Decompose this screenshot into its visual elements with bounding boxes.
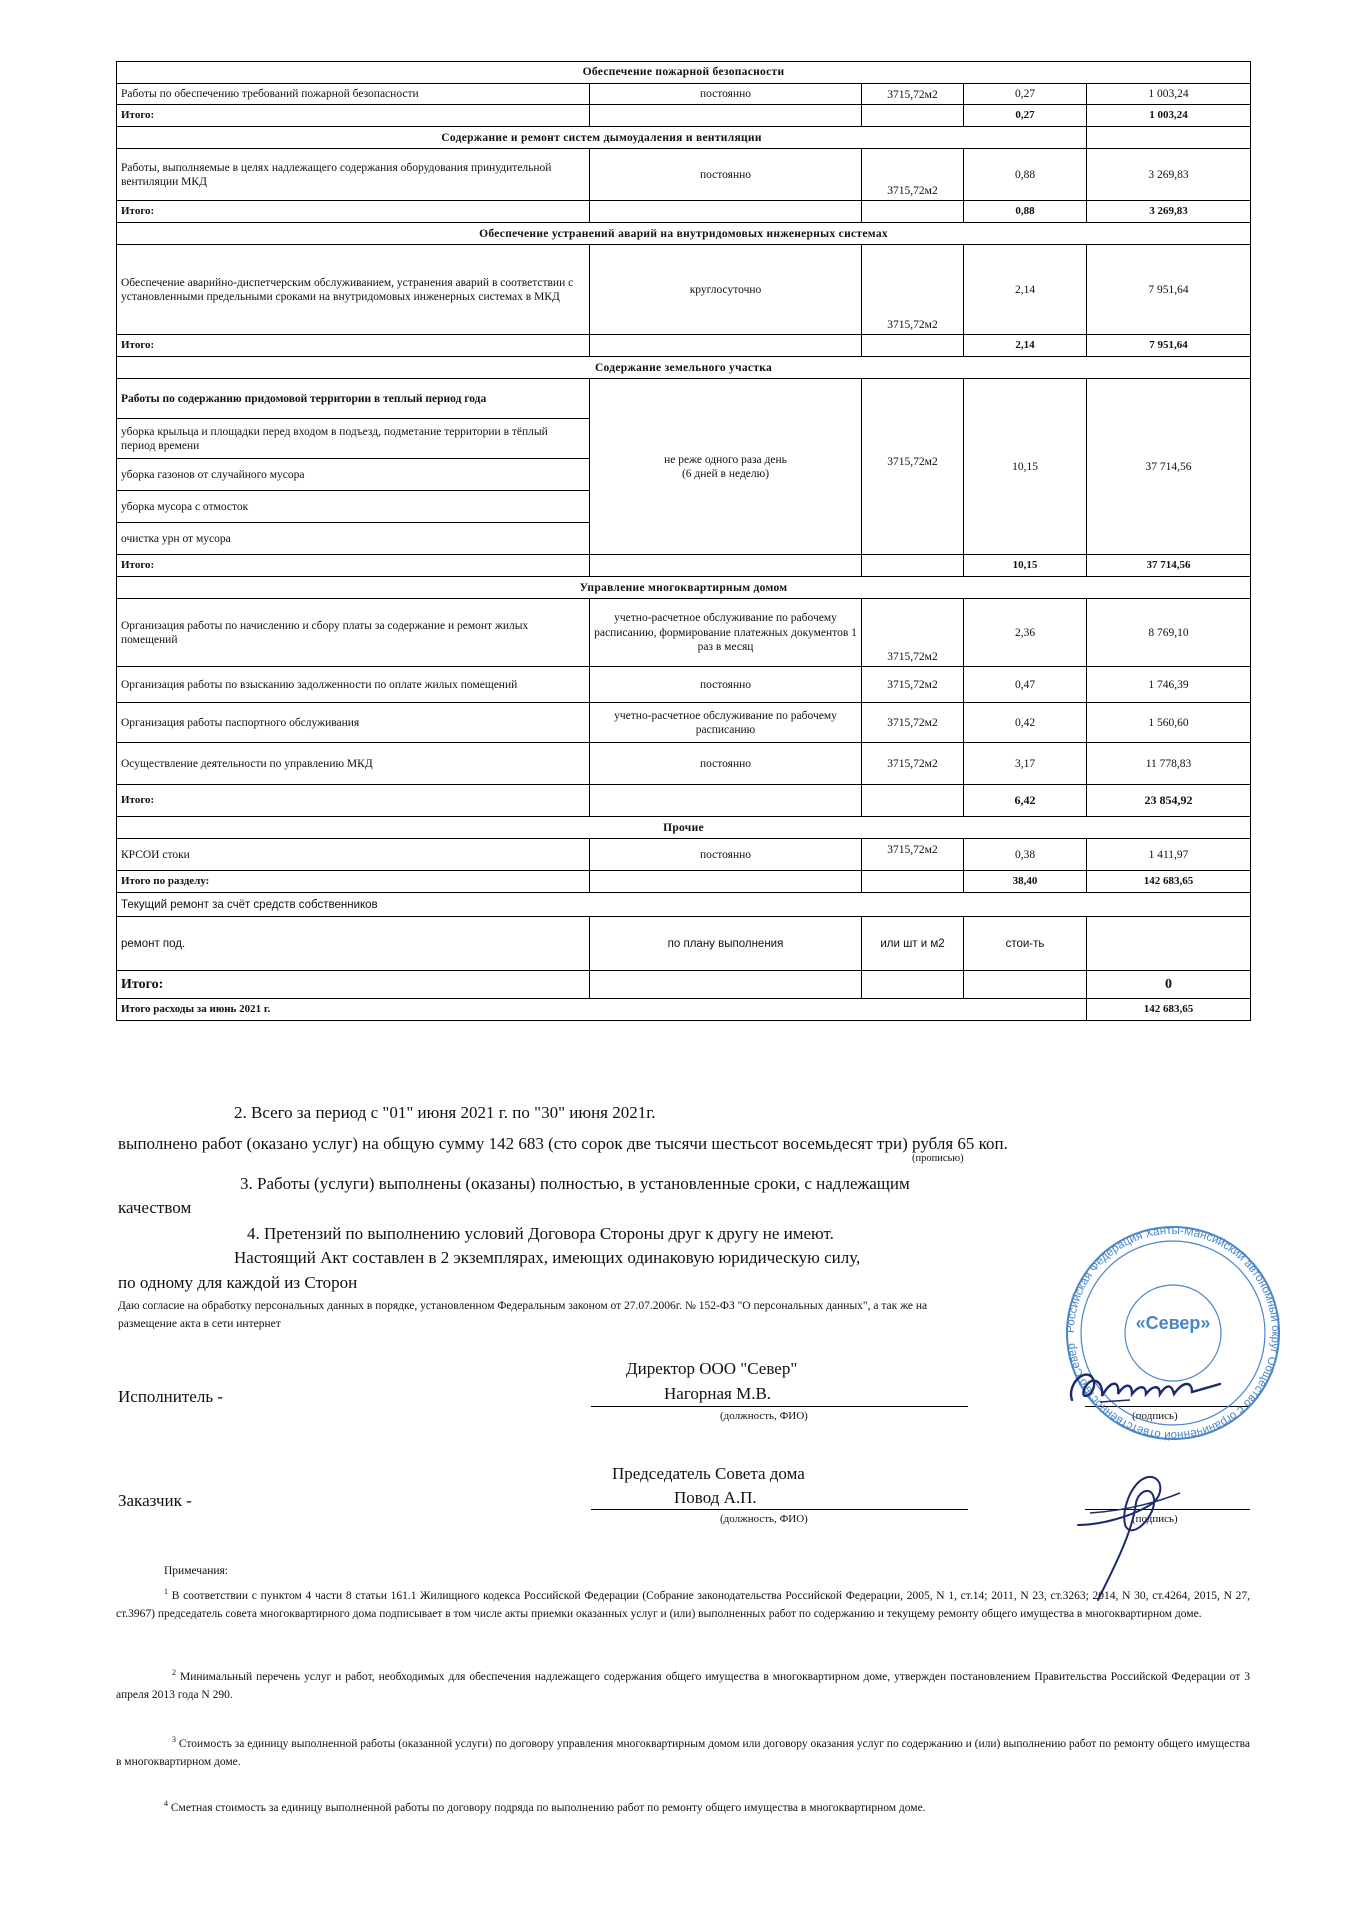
customer-name: Повод А.П. bbox=[674, 1488, 757, 1507]
executor-sign-caption: (подпись) bbox=[1132, 1410, 1178, 1422]
customer-fio-line bbox=[591, 1509, 968, 1510]
notes-heading: Примечания: bbox=[164, 1565, 228, 1577]
list-item: уборка крыльца и площадки перед входом в подъезд, подметание территории в тёплый период времени bbox=[117, 419, 1251, 459]
paragraph-5-end: по одному для каждой из Сторон bbox=[118, 1273, 358, 1292]
paragraph-5: Настоящий Акт составлен в 2 экземплярах, имеющих одинаковую юридическую силу, bbox=[234, 1248, 861, 1267]
section-title-land: Содержание земельного участка bbox=[117, 357, 1251, 379]
total-row: Итого: 0 bbox=[117, 971, 1251, 999]
section-title-repair: Текущий ремонт за счёт средств собственников bbox=[117, 893, 1251, 917]
table-row: Обеспечение аварийно-диспетчерским обслуживанием, устранения аварий в соответствии с установленными предельными сроками на внутридомовых инженерных системах в МКД круглосуточно 3715,72м2 2,14 7 951,64 bbox=[117, 245, 1251, 335]
table-row: Работы, выполняемые в целях надлежащего содержания оборудования принудительной вентиляции МКД постоянно 3715,72м2 0,88 3 269,83 bbox=[117, 149, 1251, 201]
section-title-other: Прочие bbox=[117, 817, 1251, 839]
note-2: $^2$ Минимальный перечень услуг и работ, необходимых для обеспечения надлежащего содержания общего имущества в многоквартирном доме, утвержден постановлением Правительства Российской Федерации от 3 апреля 2013 года N 290. bbox=[116, 1668, 1251, 1702]
table-row: Организация работы по начислению и сбору платы за содержание и ремонт жилых помещений учетно-расчетное обслуживание по рабочему расписанию, формирование платежных документов 1 раз в месяц 3715,72м2 2,36 8 769,10 bbox=[117, 599, 1251, 667]
paragraph-2-sum: выполнено работ (оказано услуг) на общую сумму 142 683 (сто сорок две тысячи шестьсот восемьдесят три) рубля 65 коп. bbox=[118, 1134, 1008, 1153]
customer-signature bbox=[1070, 1455, 1190, 1605]
section-title-vent: Содержание и ремонт систем дымоудаления и вентиляции bbox=[117, 127, 1087, 149]
total-row: Итого: 6,42 23 854,92 bbox=[117, 785, 1251, 817]
executor-signature bbox=[1060, 1352, 1260, 1422]
total-row: Итого: 10,15 37 714,56 bbox=[117, 555, 1251, 577]
paragraph-2: 2. Всего за период с "01" июня 2021 г. по "30" июня 2021г. bbox=[234, 1103, 656, 1122]
table-row: Работы по обеспечению требований пожарной безопасности постоянно 3715,72м2 0,27 1 003,24 bbox=[117, 84, 1251, 105]
total-row: Итого: 2,14 7 951,64 bbox=[117, 335, 1251, 357]
table-row: ремонт под. по плану выполнения или шт и м2 стои-ть bbox=[117, 917, 1251, 971]
section-title-fire: Обеспечение пожарной безопасности bbox=[117, 62, 1251, 84]
executor-name: Нагорная М.В. bbox=[664, 1384, 772, 1403]
total-row: Итого по разделу: 38,40 142 683,65 bbox=[117, 871, 1251, 893]
paragraph-3: 3. Работы (услуги) выполнены (оказаны) полностью, в установленные сроки, с надлежащим bbox=[240, 1174, 910, 1193]
table-row: Организация работы паспортного обслуживания учетно-расчетное обслуживание по рабочему расписанию 3715,72м2 0,42 1 560,60 bbox=[117, 703, 1251, 743]
svg-text:Российская Федерация Ханты-Ман: Российская Федерация Ханты-Мансийский автономный округ Общество с ограниченной ответственностью Север bbox=[1064, 1224, 1282, 1442]
paragraph-4: 4. Претензий по выполнению условий Договора Стороны друг к другу не имеют. bbox=[247, 1224, 834, 1243]
customer-sign-caption: (подпись) bbox=[1132, 1513, 1178, 1525]
customer-position: Председатель Совета дома bbox=[612, 1464, 805, 1483]
total-row: Итого: 0,27 1 003,24 bbox=[117, 105, 1251, 127]
table-row: Осуществление деятельности по управлению МКД постоянно 3715,72м2 3,17 11 778,83 bbox=[117, 743, 1251, 785]
grand-total-row: Итого расходы за июнь 2021 г. 142 683,65 bbox=[117, 999, 1251, 1021]
executor-label: Исполнитель - bbox=[118, 1387, 223, 1406]
propisyu-caption: (прописью) bbox=[912, 1153, 964, 1164]
list-item: уборка газонов от случайного мусора bbox=[117, 459, 1251, 491]
consent-line-2: размещение акта в сети интернет bbox=[118, 1318, 281, 1330]
section-title-emergency: Обеспечение устранений аварий на внутридомовых инженерных системах bbox=[117, 223, 1251, 245]
consent-line-1: Даю согласие на обработку персональных данных в порядке, установленном Федеральным законом от 27.07.2006г. № 152-ФЗ "О персональных данных", а так же на bbox=[118, 1300, 928, 1312]
services-table bbox=[116, 61, 1251, 1021]
executor-fio-line bbox=[591, 1406, 968, 1407]
executor-position: Директор ООО "Север" bbox=[626, 1359, 798, 1378]
note-4: $^4$ Сметная стоимость за единицу выполненной работы по договору подряда по выполнению работ по ремонту общего имущества в многоквартирном доме. bbox=[164, 1799, 926, 1814]
table-row: Работы по содержанию придомовой территории в теплый период года не реже одного раза день (6 дней в неделю) 3715,72м2 10,15 37 714,56 bbox=[117, 379, 1251, 419]
table-row: КРСОИ стоки постоянно 3715,72м2 0,38 1 411,97 bbox=[117, 839, 1251, 871]
note-1: $^1$ В соответствии с пунктом 4 части 8 статьи 161.1 Жилищного кодекса Российской Федерации (Собрание законодательства Российской Федерации, 2005, N 1, ст.14; 2011, N 23, ст.3263; 2014, N 30, ст.4264, 2015, N 27, ст.3967) председатель совета многоквартирного дома подписывает в том числе акты приемки оказанных услуг и (или) выполненных работ по содержанию и текущему ремонту общего имущества в многоквартирном доме. bbox=[116, 1587, 1250, 1621]
list-item: очистка урн от мусора bbox=[117, 523, 1251, 555]
customer-label: Заказчик - bbox=[118, 1491, 192, 1510]
customer-fio-caption: (должность, ФИО) bbox=[720, 1513, 808, 1525]
svg-text:«Север»: «Север» bbox=[1135, 1313, 1211, 1333]
note-3: $^3$ Стоимость за единицу выполненной работы (оказанной услуги) по договору управления многоквартирным домом или договору оказания услуг по содержанию и (или) выполнению работ по ремонту общего имущества в многоквартирном доме. bbox=[116, 1735, 1251, 1769]
section-title-management: Управление многоквартирным домом bbox=[117, 577, 1251, 599]
total-row: Итого: 0,88 3 269,83 bbox=[117, 201, 1251, 223]
list-item: уборка мусора с отмосток bbox=[117, 491, 1251, 523]
executor-fio-caption: (должность, ФИО) bbox=[720, 1410, 808, 1422]
table-row: Организация работы по взысканию задолженности по оплате жилых помещений постоянно 3715,72м2 0,47 1 746,39 bbox=[117, 667, 1251, 703]
paragraph-3-end: качеством bbox=[118, 1198, 192, 1217]
